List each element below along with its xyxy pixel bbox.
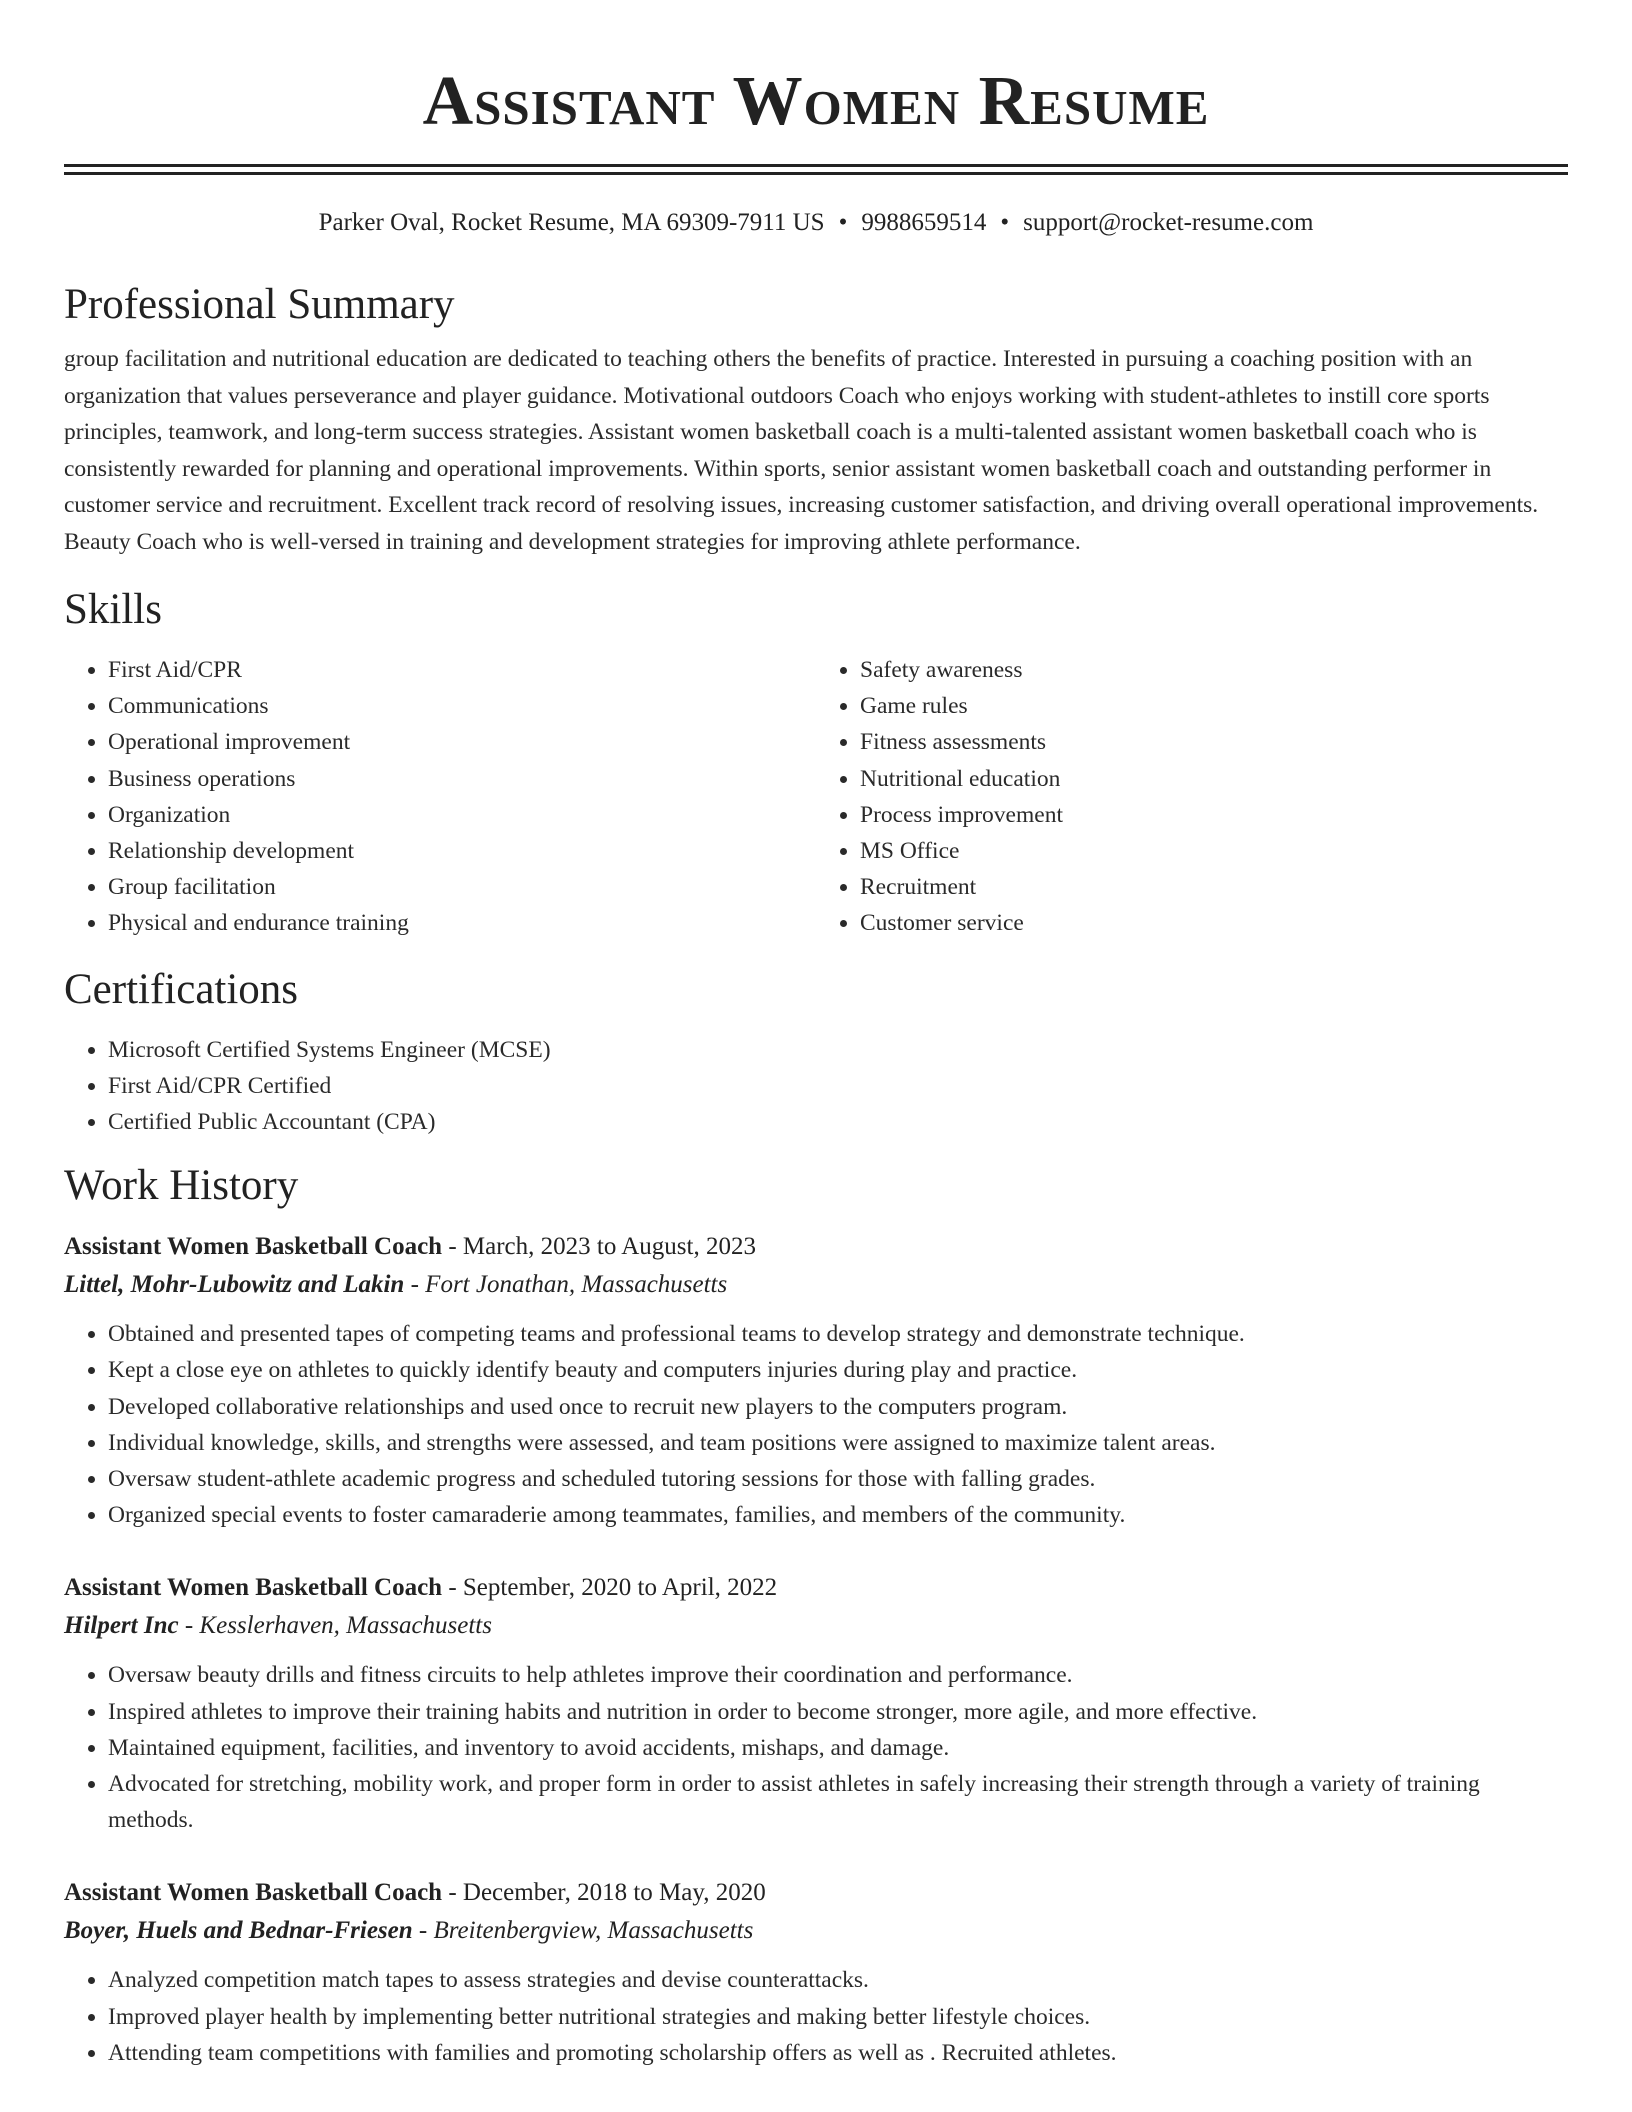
job-bullet: • Improved player health by implementing better nutritional strategies and making better lifestyle choices. bbox=[108, 1999, 1568, 2035]
skills-section bbox=[64, 584, 1568, 942]
skill-item: • Nutritional education bbox=[860, 761, 1568, 797]
skill-item: • Customer service bbox=[860, 905, 1568, 941]
job-bullet: • Developed collaborative relationships and used once to recruit new players to the computers program. bbox=[108, 1389, 1568, 1425]
skill-item: • Process improvement bbox=[860, 797, 1568, 833]
summary-heading: Professional Summary bbox=[64, 281, 455, 328]
skills-heading: Skills bbox=[64, 586, 162, 633]
skill-item: • Safety awareness bbox=[860, 652, 1568, 688]
job-bullet: • Oversaw student-athlete academic progress and scheduled tutoring sessions for those with falling grades. bbox=[108, 1461, 1568, 1497]
job-bullet: • Advocated for stretching, mobility work, and proper form in order to assist athletes in safely increasing their strength through a variety of training methods. bbox=[108, 1766, 1568, 1838]
job-bullet: • Analyzed competition match tapes to assess strategies and devise counterattacks. bbox=[108, 1962, 1568, 1998]
job-bullets bbox=[64, 1962, 1568, 2071]
job-title: Assistant Women Basketball Coach bbox=[64, 1879, 443, 1907]
skill-item: • Physical and endurance training bbox=[108, 905, 816, 941]
contact-line bbox=[64, 207, 1568, 239]
job-bullet: • Obtained and presented tapes of competing teams and professional teams to develop strategy and demonstrate technique. bbox=[108, 1316, 1568, 1352]
job-employer: Boyer, Huels and Bednar-Friesen bbox=[64, 1917, 413, 1945]
contact-address: Parker Oval, Rocket Resume, MA 69309-7911 US bbox=[318, 209, 825, 236]
skill-item: • Operational improvement bbox=[108, 724, 816, 760]
job-bullet: • Inspired athletes to improve their training habits and nutrition in order to become stronger, more agile, and more effective. bbox=[108, 1694, 1568, 1730]
skill-item: • Communications bbox=[108, 688, 816, 724]
job-title-line bbox=[64, 1874, 1568, 1912]
job-bullet: • Individual knowledge, skills, and strengths were assessed, and team positions were assigned to maximize talent areas. bbox=[108, 1425, 1568, 1461]
certification-item: • Certified Public Accountant (CPA) bbox=[108, 1104, 1568, 1140]
skill-item: • Relationship development bbox=[108, 833, 816, 869]
job-location: - Fort Jonathan, Massachusetts bbox=[404, 1271, 728, 1299]
skills-columns bbox=[64, 652, 1568, 942]
skill-item: • Fitness assessments bbox=[860, 724, 1568, 760]
job-bullet: • Kept a close eye on athletes to quickly identify beauty and computers injuries during play and practice. bbox=[108, 1352, 1568, 1388]
job-entry bbox=[64, 1874, 1568, 2071]
job-entry bbox=[64, 1228, 1568, 1533]
skill-item: • Business operations bbox=[108, 761, 816, 797]
skill-item: • Group facilitation bbox=[108, 869, 816, 905]
job-location: - Breitenbergview, Massachusetts bbox=[412, 1917, 754, 1945]
certification-item: • First Aid/CPR Certified bbox=[108, 1068, 1568, 1104]
skills-list-left bbox=[64, 652, 816, 942]
job-employer-line bbox=[64, 1266, 1568, 1304]
contact-phone: 9988659514 bbox=[861, 209, 987, 236]
skill-item: • Recruitment bbox=[860, 869, 1568, 905]
title-double-rule bbox=[64, 164, 1568, 175]
contact-separator: • bbox=[838, 209, 848, 236]
summary-section bbox=[64, 279, 1568, 560]
job-title: Assistant Women Basketball Coach bbox=[64, 1574, 443, 1602]
contact-email[interactable]: support@rocket-resume.com bbox=[1023, 209, 1314, 236]
skills-list-right bbox=[816, 652, 1568, 942]
job-bullets bbox=[64, 1316, 1568, 1533]
work-history-section bbox=[64, 1160, 1568, 2071]
job-dates: - December, 2018 to May, 2020 bbox=[442, 1879, 766, 1907]
contact-separator: • bbox=[1000, 209, 1010, 236]
certifications-section bbox=[64, 964, 1568, 1141]
job-bullet: • Organized special events to foster camaraderie among teammates, families, and members of the community. bbox=[108, 1497, 1568, 1533]
resume-title: Assistant Women Resume bbox=[422, 63, 1210, 140]
skill-item: • MS Office bbox=[860, 833, 1568, 869]
job-entry bbox=[64, 1569, 1568, 1838]
job-employer-line bbox=[64, 1607, 1568, 1645]
summary-text: group facilitation and nutritional education are dedicated to teaching others the benefits of practice. Interested in pursuing a coaching position with an organization that values perseverance and player guidance. Motivational outdoors Coach who enjoys working with student-athletes to instill core sports principles, teamwork, and long-term success strategies. Assistant women basketball coach is a multi-talented assistant women basketball coach who is consistently rewarded for planning and operational improvements. Within sports, senior assistant women basketball coach and outstanding performer in customer service and recruitment. Excellent track record of resolving issues, increasing customer satisfaction, and driving overall operational improvements. Beauty Coach who is well-versed in training and development strategies for improving athlete performance. bbox=[64, 346, 1539, 555]
skill-item: • Game rules bbox=[860, 688, 1568, 724]
certifications-heading: Certifications bbox=[64, 965, 299, 1013]
certification-item: • Microsoft Certified Systems Engineer (MCSE) bbox=[108, 1032, 1568, 1068]
work-history-heading: Work History bbox=[64, 1162, 299, 1210]
job-bullets bbox=[64, 1657, 1568, 1838]
job-bullet: • Attending team competitions with families and promoting scholarship offers as well as . Recruited athletes. bbox=[108, 2035, 1568, 2071]
job-title-line bbox=[64, 1228, 1568, 1266]
job-title: Assistant Women Basketball Coach bbox=[64, 1233, 443, 1261]
job-bullet: • Oversaw beauty drills and fitness circuits to help athletes improve their coordination and performance. bbox=[108, 1657, 1568, 1693]
job-location: - Kesslerhaven, Massachusetts bbox=[178, 1612, 492, 1640]
job-dates: - March, 2023 to August, 2023 bbox=[442, 1233, 756, 1261]
job-title-line bbox=[64, 1569, 1568, 1607]
resume-page bbox=[64, 0, 1568, 2071]
skill-item: • First Aid/CPR bbox=[108, 652, 816, 688]
job-dates: - September, 2020 to April, 2022 bbox=[442, 1574, 778, 1602]
job-bullet: • Maintained equipment, facilities, and inventory to avoid accidents, mishaps, and damage. bbox=[108, 1730, 1568, 1766]
job-employer: Littel, Mohr-Lubowitz and Lakin bbox=[64, 1271, 405, 1299]
job-employer-line bbox=[64, 1912, 1568, 1950]
certifications-list bbox=[64, 1032, 1568, 1141]
skill-item: • Organization bbox=[108, 797, 816, 833]
job-employer: Hilpert Inc bbox=[64, 1612, 179, 1640]
